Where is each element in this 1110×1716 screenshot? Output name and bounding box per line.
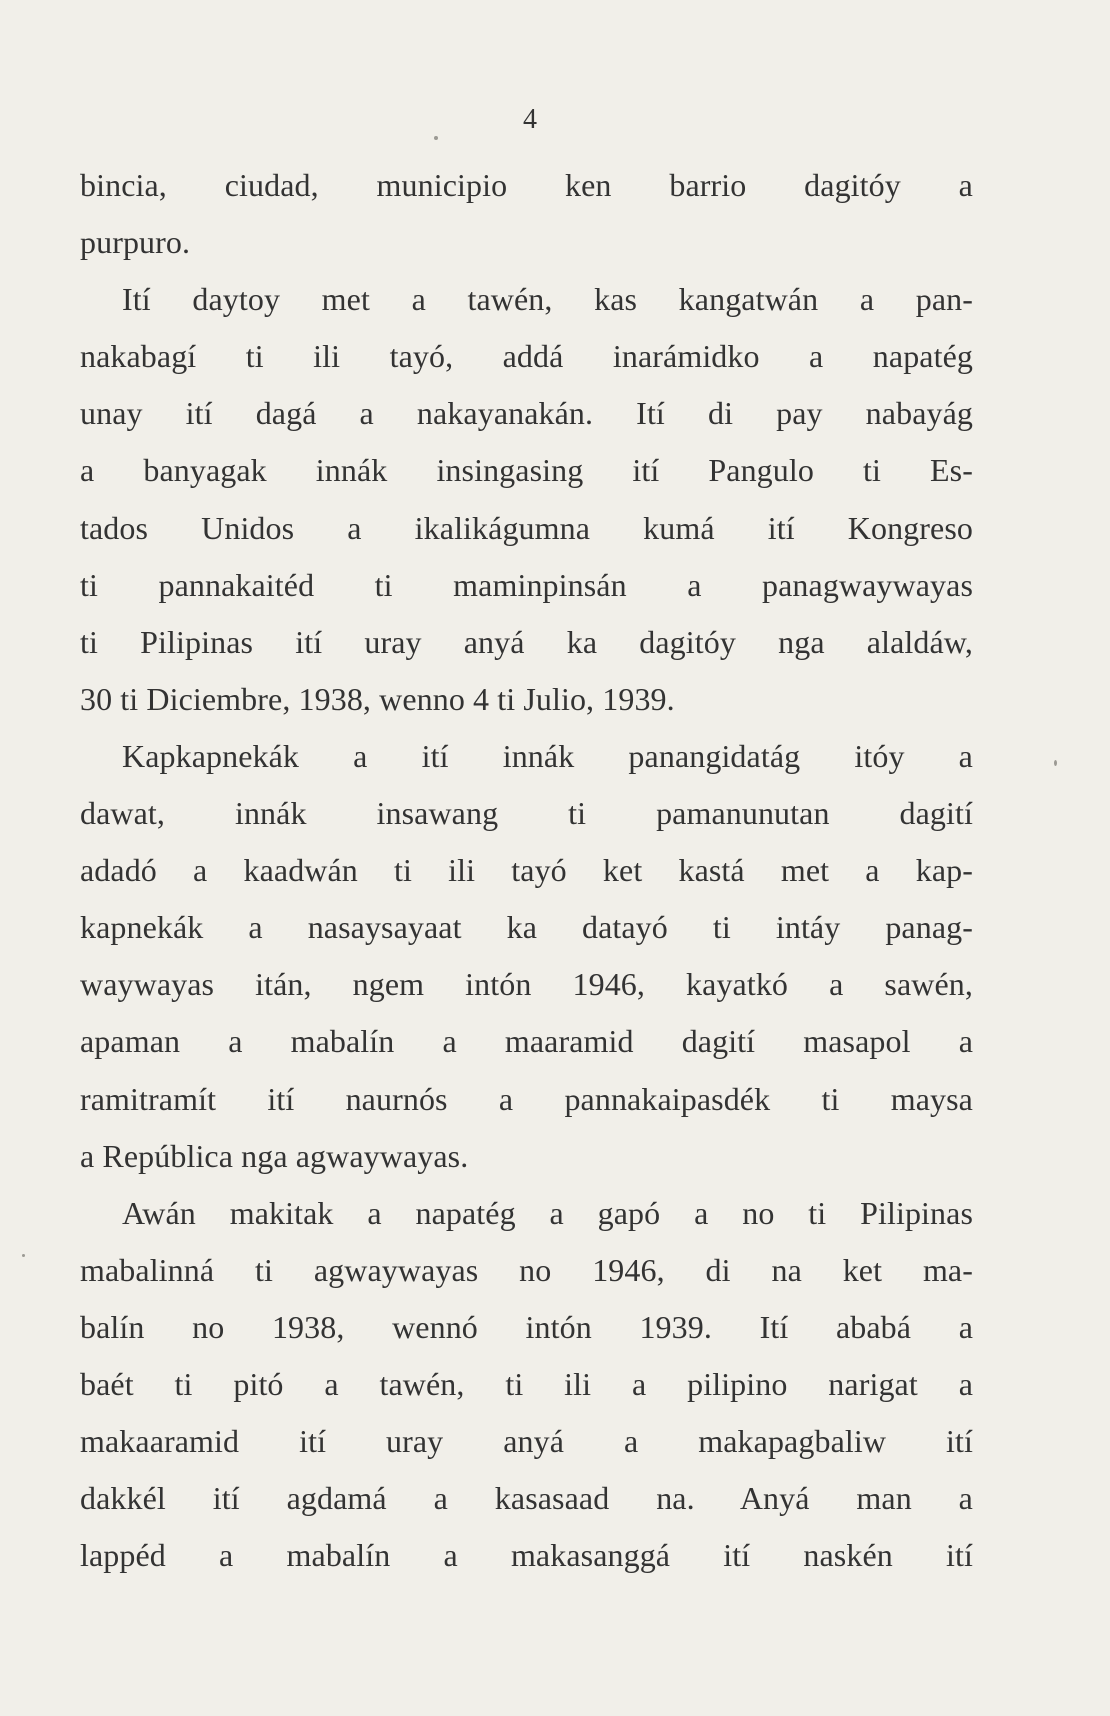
ink-speck xyxy=(434,136,438,140)
text-line: a República nga agwaywayas. xyxy=(80,1137,469,1174)
paragraph xyxy=(80,157,973,271)
ink-speck xyxy=(22,1254,25,1257)
text-line: balín no 1938, wennó intón 1939. Ití ababá a xyxy=(80,1308,973,1345)
text-line: nakabagí ti ili tayó, addá inarámidko a napatég xyxy=(80,338,973,375)
page-number: 4 xyxy=(523,104,537,135)
text-line: ti pannakaitéd ti maminpinsán a panagwaywayas xyxy=(80,566,973,603)
text-line: unay ití dagá a nakayanakán. Ití di pay nabayág xyxy=(80,395,973,432)
ink-speck xyxy=(1054,760,1057,766)
body-text xyxy=(80,157,973,1584)
text-line: bincia, ciudad, municipio ken barrio dagitóy a xyxy=(80,167,973,203)
paragraph xyxy=(80,271,973,728)
text-line: purpuro. xyxy=(80,224,191,261)
text-line: dakkél ití agdamá a kasasaad na. Anyá man a xyxy=(80,1480,973,1517)
text-line: baét ti pitó a tawén, ti ili a pilipino narigat a xyxy=(80,1365,973,1402)
text-line: a banyagak innák insingasing ití Pangulo ti Es- xyxy=(80,452,973,489)
text-line: waywayas itán, ngem intón 1946, kayatkó a sawén, xyxy=(80,966,973,1003)
text-line: apaman a mabalín a maaramid dagití masapol a xyxy=(80,1023,973,1060)
paragraph xyxy=(80,728,973,1185)
text-line: Ití daytoy met a tawén, kas kangatwán a pan- xyxy=(122,281,973,318)
text-line: dawat, innák insawang ti pamanunutan dagití xyxy=(80,795,973,832)
text-line: 30 ti Diciembre, 1938, wenno 4 ti Julio, 1939. xyxy=(80,680,675,717)
text-line: Kapkapnekák a ití innák panangidatág itóy a xyxy=(122,737,973,774)
text-line: lappéd a mabalín a makasanggá ití naskén ití xyxy=(80,1537,973,1574)
text-line: makaaramid ití uray anyá a makapagbaliw ití xyxy=(80,1423,973,1460)
text-line: adadó a kaadwán ti ili tayó ket kastá met a kap- xyxy=(80,852,973,889)
text-line: ti Pilipinas ití uray anyá ka dagitóy nga alaldáw, xyxy=(80,623,973,660)
paragraph xyxy=(80,1185,973,1585)
text-line: tados Unidos a ikalikágumna kumá ití Kongreso xyxy=(80,509,973,546)
text-line: Awán makitak a napatég a gapó a no ti Pilipinas xyxy=(122,1194,973,1231)
text-line: mabalinná ti agwaywayas no 1946, di na ket ma- xyxy=(80,1251,973,1288)
text-line: ramitramít ití naurnós a pannakaipasdék ti maysa xyxy=(80,1080,973,1117)
text-line: kapnekák a nasaysayaat ka datayó ti intáy panag- xyxy=(80,909,973,946)
